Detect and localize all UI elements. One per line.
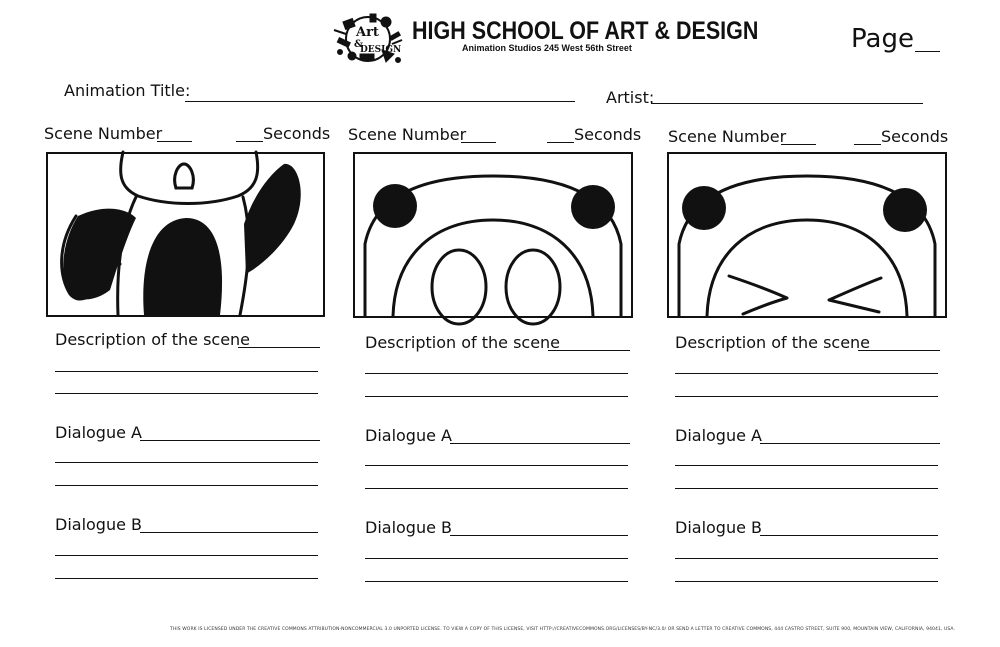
seconds-label: Seconds — [881, 127, 949, 146]
seconds-field[interactable] — [547, 142, 574, 143]
svg-text:Art: Art — [356, 25, 379, 40]
panda-close-up-arm-raised-icon — [48, 154, 323, 315]
license-footer: THIS WORK IS LICENSED UNDER THE CREATIVE COMMONS ATTRIBUTION-NONCOMMERCIAL 3.0 UNPORTED LICENSE. TO VIEW A COPY OF THIS LICENSE, VISIT HTTP://CREATIVECOMMONS.ORG/LICENSES/BY-NC/3.0/ OR SEND A LETTER TO CREATIVE COMMONS, 444 CASTRO STREET, SUITE 900, MOUNTAIN VIEW, CALIFORNIA, 94041, USA. — [170, 627, 956, 632]
dialogue-b-line[interactable] — [55, 578, 318, 579]
artist-label: Artist: — [606, 88, 655, 107]
storyboard-frame[interactable] — [353, 152, 633, 318]
animation-title-label: Animation Title: — [64, 81, 191, 100]
dialogue-a-line[interactable] — [55, 462, 318, 463]
description-line[interactable] — [55, 393, 318, 394]
scene-number-label: Scene Number — [668, 127, 787, 146]
scene-number-label: Scene Number — [348, 125, 467, 144]
storyboard-frame[interactable] — [667, 152, 947, 318]
dialogue-a-field[interactable] — [760, 443, 940, 444]
dialogue-b-field[interactable] — [140, 532, 318, 533]
page-label: Page — [851, 24, 914, 54]
storyboard-frame[interactable] — [46, 152, 325, 317]
dialogue-b-field[interactable] — [450, 535, 628, 536]
description-field[interactable] — [238, 347, 320, 348]
art-design-collage-logo-icon — [330, 10, 406, 68]
description-line[interactable] — [365, 396, 628, 397]
dialogue-b-label: Dialogue B — [675, 518, 763, 537]
seconds-field[interactable] — [236, 141, 263, 142]
description-label: Description of the scene — [55, 330, 251, 349]
seconds-label: Seconds — [574, 125, 642, 144]
artist-field[interactable] — [651, 103, 923, 104]
dialogue-a-line[interactable] — [675, 465, 938, 466]
dialogue-b-line[interactable] — [365, 558, 628, 559]
dialogue-b-line[interactable] — [55, 555, 318, 556]
dialogue-a-line[interactable] — [55, 485, 318, 486]
dialogue-a-label: Dialogue A — [365, 426, 452, 445]
seconds-field[interactable] — [854, 144, 881, 145]
dialogue-a-field[interactable] — [450, 443, 630, 444]
description-line[interactable] — [55, 371, 318, 372]
scene-number-field[interactable] — [781, 144, 816, 145]
description-line[interactable] — [675, 396, 938, 397]
svg-text:DESIGN: DESIGN — [360, 45, 402, 55]
page-number-blank[interactable] — [915, 51, 940, 52]
svg-text:&: & — [354, 39, 364, 50]
scene-number-label: Scene Number — [44, 124, 163, 143]
dialogue-a-line[interactable] — [365, 488, 628, 489]
dialogue-a-line[interactable] — [365, 465, 628, 466]
dialogue-b-line[interactable] — [675, 558, 938, 559]
scene-number-field[interactable] — [461, 142, 496, 143]
dialogue-b-label: Dialogue B — [365, 518, 453, 537]
panda-face-eyes-squinting-icon — [669, 154, 945, 316]
school-subtitle: Animation Studios 245 West 56th Street — [462, 43, 632, 53]
dialogue-a-label: Dialogue A — [675, 426, 762, 445]
dialogue-b-field[interactable] — [760, 535, 938, 536]
dialogue-a-line[interactable] — [675, 488, 938, 489]
description-field[interactable] — [858, 350, 940, 351]
school-name: HIGH SCHOOL OF ART & DESIGN — [412, 17, 759, 45]
description-label: Description of the scene — [365, 333, 561, 352]
description-label: Description of the scene — [675, 333, 871, 352]
description-line[interactable] — [675, 373, 938, 374]
scene-number-field[interactable] — [157, 141, 192, 142]
dialogue-b-label: Dialogue B — [55, 515, 143, 534]
dialogue-a-label: Dialogue A — [55, 423, 142, 442]
description-field[interactable] — [548, 350, 630, 351]
seconds-label: Seconds — [263, 124, 331, 143]
dialogue-a-field[interactable] — [140, 440, 320, 441]
dialogue-b-line[interactable] — [365, 581, 628, 582]
animation-title-field[interactable] — [185, 101, 575, 102]
dialogue-b-line[interactable] — [675, 581, 938, 582]
panda-face-eyes-open-icon — [355, 154, 631, 316]
description-line[interactable] — [365, 373, 628, 374]
